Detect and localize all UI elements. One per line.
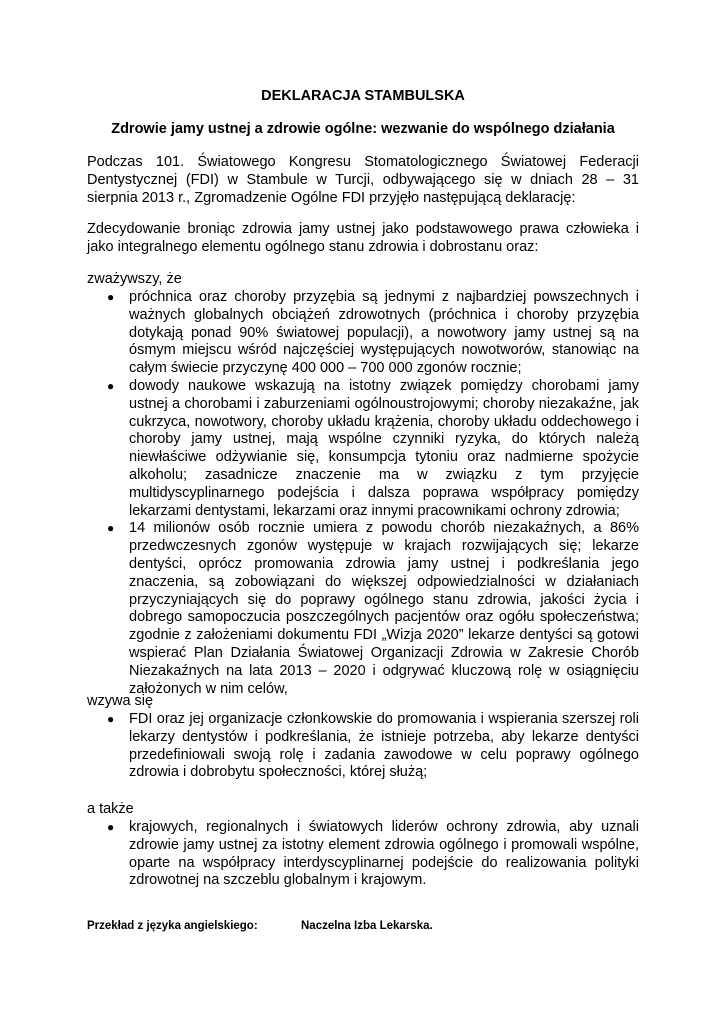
document-title: DEKLARACJA STAMBULSKA xyxy=(261,88,465,104)
intro-paragraph: Podczas 101. Światowego Kongresu Stomatologicznego Światowej Federacji Dentystycznej (FDI) w Stambule w Turcji, odbywającego się w dniach 28 – 31 sierpnia 2013 r., Zgromadzenie Ogólne FDI przyjęło następującą deklarację: xyxy=(87,154,639,206)
bullet-icon: ● xyxy=(107,820,115,834)
commitment-paragraph: Zdecydowanie broniąc zdrowia jamy ustnej jako podstawowego prawa człowieka i jako integralnego elementu ogólnego stanu zdrowia i dobrostanu oraz: xyxy=(87,221,639,255)
bullet-icon: ● xyxy=(107,521,115,536)
footer-label: Przekład z języka angielskiego: xyxy=(87,920,258,932)
list-item-text: FDI oraz jej organizacje członkowskie do promowania i wspierania szerszej roli lekarzy dentystów i podkreślania, że istnieje potrzeba, aby lekarze dentyści przedefiniowali swoją rolę i zadania zawodowe w celu poprawy ogólnego zdrowia i dobrobytu społeczności, której służą; xyxy=(129,711,639,781)
document-subtitle: Zdrowie jamy ustnej a zdrowie ogólne: wezwanie do wspólnego działania xyxy=(111,121,615,137)
also-label: a także xyxy=(87,801,134,817)
list-item-text: próchnica oraz choroby przyzębia są jednymi z najbardziej powszechnych i ważnych globalnych obciążeń zdrowotnych (próchnica i choroby przyzębia dotykają ponad 90% światowej populacji), a nowotwory jamy ustnej są na ósmym miejscu wśród najczęściej występujących nowotworów, stanowiąc na całym świecie przyczynę 400 000 – 700 000 zgonów rocznie; xyxy=(129,289,639,377)
list-item-text: dowody naukowe wskazują na istotny związek pomiędzy chorobami jamy ustnej a chorobami i zaburzeniami ogólnoustrojowymi; choroby niezakaźne, jak cukrzyca, nowotwory, choroby układu krążenia, choroby układu oddechowego i choroby jamy ustnej, mają wspólne czynniki ryzyka, do których należą niewłaściwe odżywianie się, konsumpcja tytoniu oraz nadmierne spożycie alkoholu; zasadnicze znaczenie ma w związku z tym przyjęcie multidyscyplinarnego podejścia i dalsza poprawa współpracy pomiędzy lekarzami dentystami, lekarzami oraz innymi pracownikami ochrony zdrowia; xyxy=(129,377,639,519)
list-item xyxy=(87,289,639,378)
calls-label: wzywa się xyxy=(87,693,154,709)
bullet-icon: ● xyxy=(107,290,115,304)
whereas-list xyxy=(87,289,639,698)
list-item-text: krajowych, regionalnych i światowych liderów ochrony zdrowia, aby uznali zdrowie jamy ustnej za istotny element zdrowia ogólnego i promowali wspólne, oparte na współpracy interdyscyplinarnej podejście do realizowania polityki zdrowotnej na szczeblu globalnym i krajowym. xyxy=(129,819,639,889)
bullet-icon: ● xyxy=(107,378,115,393)
footer-value: Naczelna Izba Lekarska. xyxy=(301,920,433,932)
also-list xyxy=(87,819,639,890)
list-item xyxy=(87,819,639,890)
calls-list xyxy=(87,711,639,782)
list-item-text: 14 milionów osób rocznie umiera z powodu chorób niezakaźnych, a 86% przedwczesnych zgonów występuje w krajach rozwijających się; lekarze dentyści, oprócz promowania zdrowia jamy ustnej i podkreślania jego znaczenia, są zobowiązani do większej odpowiedzialności w działaniach przyczyniających się do poprawy ogólnego stanu zdrowia, jakości życia i dobrego samopoczucia poszczególnych pacjentów oraz ogółu społeczeństwa; zgodnie z założeniami dokumentu FDI „Wizja 2020” lekarze dentyści są gotowi wspierać Plan Działania Światowej Organizacji Zdrowia w Zakresie Chorób Niezakaźnych na lata 2013 – 2020 i odgrywać kluczową rolę w osiągnięciu założonych w nim celów, xyxy=(129,520,639,697)
whereas-label: zważywszy, że xyxy=(87,271,182,287)
bullet-icon: ● xyxy=(107,712,115,726)
list-item xyxy=(87,520,639,698)
list-item xyxy=(87,378,639,520)
list-item xyxy=(87,711,639,782)
translation-footer xyxy=(87,919,433,934)
